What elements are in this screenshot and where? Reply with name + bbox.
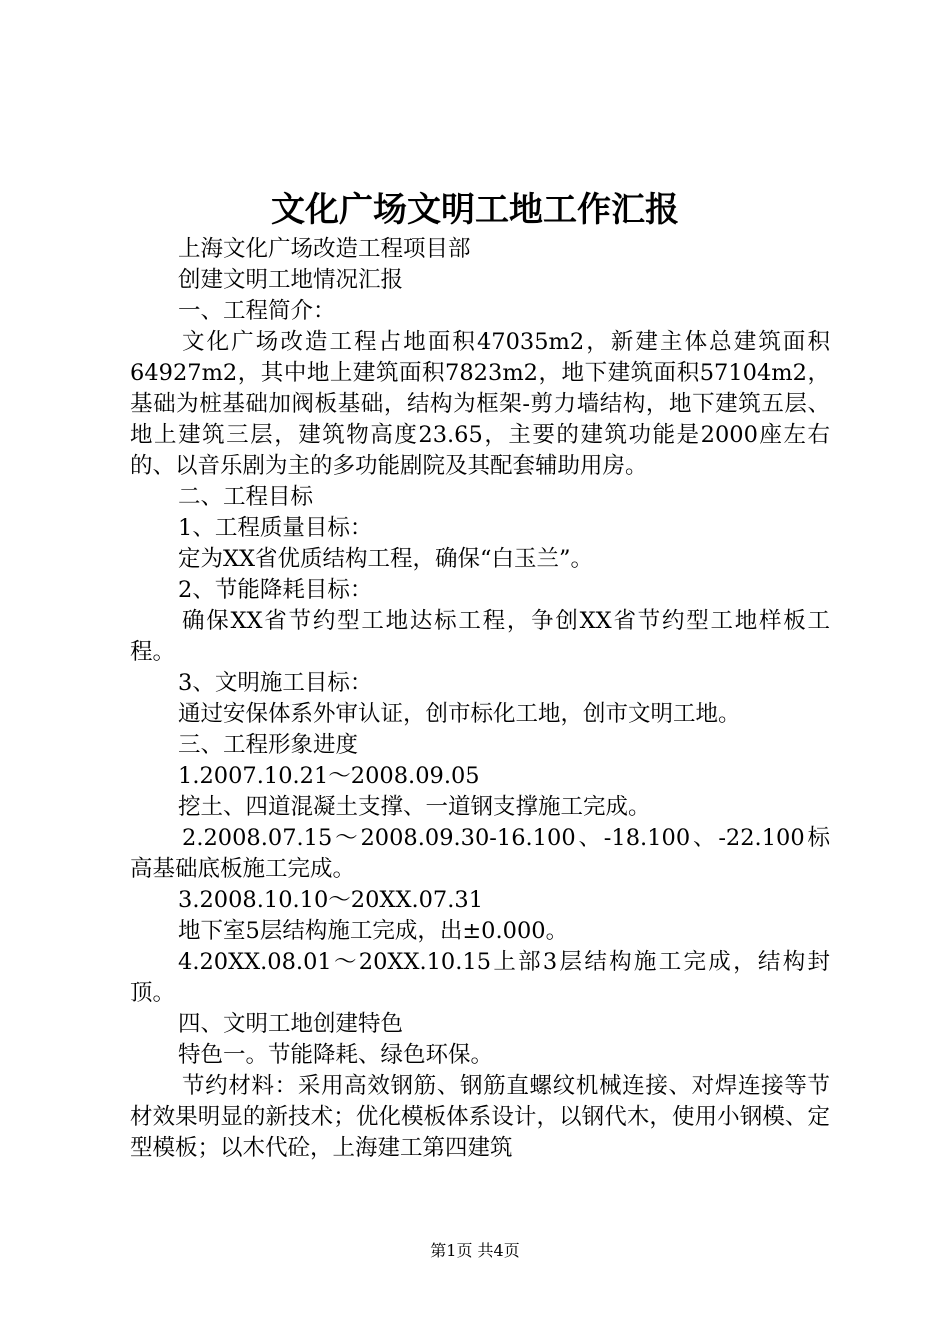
paragraph-14: 2.2008.07.15～2008.09.30-16.100、-18.100、-22.100标高基础底板施工完成。 — [130, 825, 830, 882]
paragraph-5: 1、工程质量目标： — [178, 515, 373, 541]
paragraph-0: 上海文化广场改造工程项目部 — [178, 236, 471, 262]
paragraph-7: 2、节能降耗目标： — [178, 577, 373, 603]
paragraph-19: 特色一。节能降耗、绿色环保。 — [178, 1042, 494, 1068]
paragraph-1: 创建文明工地情况汇报 — [178, 267, 404, 293]
paragraph-15: 3.2008.10.10～20XX.07.31 — [178, 887, 484, 913]
document-title: 文化广场文明工地工作汇报 — [271, 190, 679, 230]
paragraph-13: 挖土、四道混凝土支撑、一道钢支撑施工完成。 — [178, 794, 651, 820]
paragraph-10: 通过安保体系外审认证，创市标化工地，创市文明工地。 — [178, 701, 741, 727]
paragraph-11: 三、工程形象进度 — [178, 732, 359, 758]
paragraph-20: 节约材料：采用高效钢筋、钢筋直螺纹机械连接、对焊连接等节材效果明显的新技术；优化模板体系设计，以钢代木，使用小钢模、定型模板；以木代砼，上海建工第四建筑 — [130, 1073, 830, 1161]
paragraph-8: 确保XX省节约型工地达标工程，争创XX省节约型工地样板工程。 — [130, 608, 830, 665]
paragraph-18: 四、文明工地创建特色 — [178, 1011, 404, 1037]
paragraph-17: 4.20XX.08.01～20XX.10.15上部3层结构施工完成，结构封顶。 — [130, 949, 830, 1006]
paragraph-2: 一、工程简介： — [178, 298, 336, 324]
page-footer: 第1页 共4页 — [430, 1241, 520, 1260]
paragraph-4: 二、工程目标 — [178, 484, 314, 510]
paragraph-16: 地下室5层结构施工完成，出±0.000。 — [178, 918, 569, 944]
document-body — [130, 234, 830, 1164]
paragraph-3: 文化广场改造工程占地面积47035m2，新建主体总建筑面积64927m2，其中地上建筑面积7823m2，地下建筑面积57104m2，基础为桩基础加阀板基础，结构为框架-剪力墙结构，地下建筑五层、地上建筑三层，建筑物高度23.65，主要的建筑功能是2000座左右的、以音乐剧为主的多功能剧院及其配套辅助用房。 — [130, 329, 830, 479]
paragraph-6: 定为XX省优质结构工程，确保“白玉兰”。 — [178, 546, 594, 572]
paragraph-9: 3、文明施工目标： — [178, 670, 373, 696]
paragraph-12: 1.2007.10.21～2008.09.05 — [178, 763, 480, 789]
